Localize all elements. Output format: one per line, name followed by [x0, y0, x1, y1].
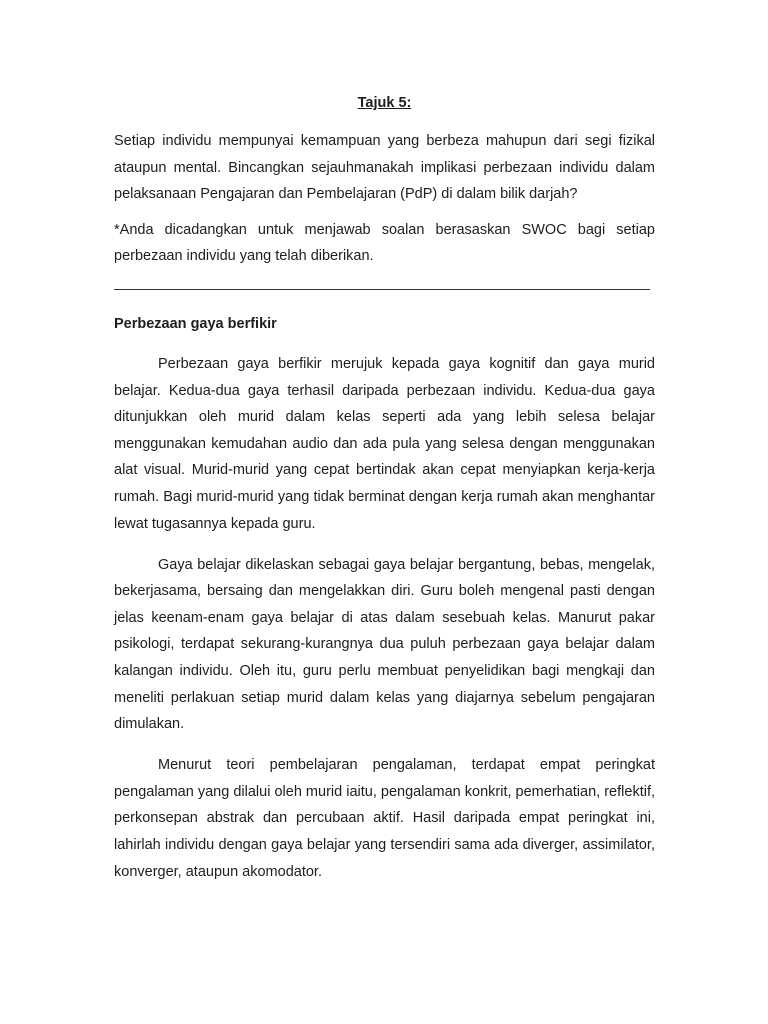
body-paragraph-3: Menurut teori pembelajaran pengalaman, terdapat empat peringkat pengalaman yang dilalui oleh murid iaitu, pengalaman konkrit, pemerhatian, reflektif, perkonsepan abstrak dan percubaan aktif. Hasil daripada empat peringkat ini, lahirlah individu dengan gaya belajar yang tersendiri sama ada diverger, assimilator, konverger, ataupun akomodator.	[114, 757, 655, 880]
document-title: Tajuk 5:	[357, 95, 412, 111]
body-paragraph-1: Perbezaan gaya berfikir merujuk kepada gaya kognitif dan gaya murid belajar. Kedua-dua gaya terhasil daripada perbezaan individu. Kedua-dua gaya ditunjukkan oleh murid dalam kelas seperti ada yang lebih selesa belajar menggunakan kemudahan audio dan ada pula yang selesa dengan menggunakan alat visual. Murid-murid yang cepat bertindak akan cepat menyiapkan kerja-kerja rumah. Bagi murid-murid yang tidak berminat dengan kerja rumah akan menghantar lewat tugasannya kepada guru.	[114, 355, 655, 532]
instruction-note: *Anda dicadangkan untuk menjawab soalan berasaskan SWOC bagi setiap perbezaan individu yang telah diberikan.	[114, 221, 655, 265]
section-heading: Perbezaan gaya berfikir	[114, 315, 277, 332]
question-paragraph: Setiap individu mempunyai kemampuan yang berbeza mahupun dari segi fizikal ataupun mental. Bincangkan sejauhmanakah implikasi perbezaan individu dalam pelaksanaan Pengajaran dan Pembelajaran (PdP) di dalam bilik darjah?	[114, 133, 655, 203]
separator-line	[114, 289, 650, 290]
document-content	[114, 90, 655, 900]
body-paragraph-2: Gaya belajar dikelaskan sebagai gaya belajar bergantung, bebas, mengelak, bekerjasama, bersaing dan mengelakkan diri. Guru boleh mengenal pasti dengan jelas keenam-enam gaya belajar di atas dalam sesebuah kelas. Manurut pakar psikologi, terdapat sekurang-kurangnya dua puluh perbezaan gaya belajar dalam kalangan individu. Oleh itu, guru perlu membuat penyelidikan bagi mengkaji dan meneliti perlakuan setiap murid dalam kelas yang diajarnya sebelum pengajaran dimulakan.	[114, 556, 655, 733]
